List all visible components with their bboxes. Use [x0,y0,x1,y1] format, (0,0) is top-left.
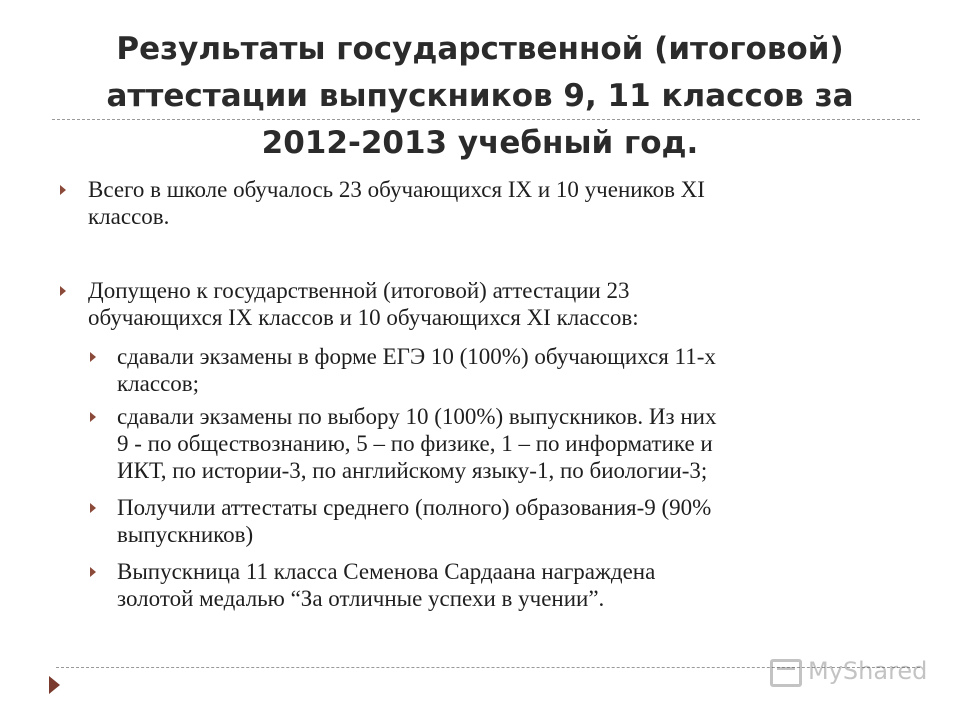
triangle-bullet-icon [90,503,96,513]
bullet-line: выпускников) [117,522,254,547]
bullet-line: сдавали экзамены в форме ЕГЭ 10 (100%) обучающихся 11-х [117,344,716,369]
bullet-item [88,277,908,331]
slide-title [40,26,920,167]
bullet-text [88,176,908,230]
presentation-icon [770,659,802,687]
sub-bullet-text [117,558,917,612]
triangle-bullet-icon [90,352,96,362]
bullet-line: классов. [88,204,170,229]
bullet-line: Выпускница 11 класса Семенова Сардаана награждена [117,559,656,584]
bullet-line: сдавали экзамены по выбору 10 (100%) выпускников. Из них [117,404,717,429]
slide-title-line: аттестации выпускников 9, 11 классов за [106,78,854,114]
bullet-item [88,176,908,230]
triangle-bullet-icon [60,286,66,296]
bullet-line: 9 - по обществознанию, 5 – по физике, 1 – по информатике и [117,431,713,456]
slide-title-line: 2012-2013 учебный год. [261,125,699,161]
sub-bullet-item [117,558,917,612]
sub-bullet-item [117,494,917,548]
watermark-logo [768,655,928,695]
sub-bullet-item [117,343,917,397]
bullet-line: классов; [117,371,200,396]
corner-arrow-icon [49,676,60,694]
bullet-line: Всего в школе обучалось 23 обучающихся IX и 10 учеников XI [88,177,705,202]
sub-bullet-text [117,403,917,484]
slide-title-line: Результаты государственной (итоговой) [116,31,844,67]
sub-bullet-text [117,343,917,397]
watermark-text: MyShared [808,657,928,685]
title-divider [52,119,920,120]
bullet-text [88,277,908,331]
bullet-line: обучающихся IX классов и 10 обучающихся XI классов: [88,305,639,330]
triangle-bullet-icon [90,412,96,422]
bullet-line: золотой медалью “За отличные успехи в учении”. [117,586,605,611]
triangle-bullet-icon [60,185,66,195]
bullet-line: Получили аттестаты среднего (полного) образования-9 (90% [117,495,712,520]
triangle-bullet-icon [90,567,96,577]
bullet-line: ИКТ, по истории-3, по английскому языку-1, по биологии-3; [117,458,708,483]
sub-bullet-text [117,494,917,548]
sub-bullet-item [117,403,917,484]
bullet-line: Допущено к государственной (итоговой) аттестации 23 [88,278,630,303]
